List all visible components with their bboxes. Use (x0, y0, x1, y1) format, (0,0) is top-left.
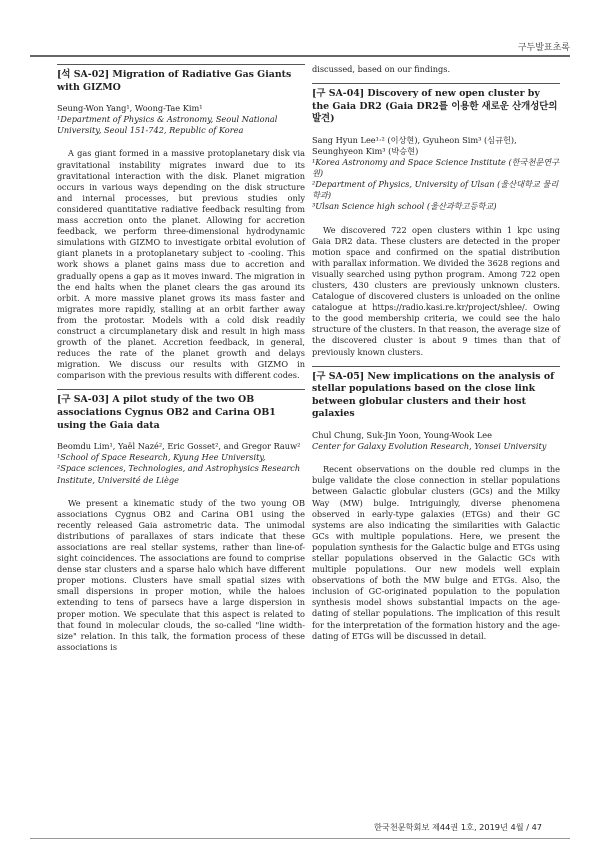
affiliation-sa03-1: ¹School of Space Research, Kyung Hee University, (57, 452, 266, 463)
affiliation-sa02: ¹Department of Physics & Astronomy, Seoul National University, Seoul 151-742, Republic of Korea (57, 114, 278, 136)
running-header: 구두발표초록 (517, 43, 570, 53)
right-column (312, 64, 560, 650)
abstract-body-sa05: Recent observations on the double red clumps in the bulge validate the close connection in stellar populations between Galactic globular clusters (GCs) and the Milky Way (MW) bulge. Intriguingly, diverse phenomena observed in early-type galaxies (ETGs) and their GC systems are also indicating the similarities with Galactic GCs with multiple populations. Here, we present the population synthesis for the Galactic bulge and ETGs using stellar populations observed in the Galactic GCs with multiple populations. Our new models well explain observations of both the MW bulge and ETGs. Also, the inclusion of GC-originated population to the population synthesis model shows substantial impacts on the age-dating of stellar populations. The implication of this result for the interpretation of the formation history and the age-dating of ETGs will be discussed in detail. (312, 464, 560, 641)
abstract-body-sa04: We discovered 722 open clusters within 1 kpc using Gaia DR2 data. These clusters are detected in the proper motion space and confirmed on the spatial distribution with parallax information. We divided the 3628 regions and visually searched using python program. Among 722 open clusters, 430 clusters are previously unknown clusters. Catalogue of discovered clusters is unloaded on the online catalogue at https://radio.kasi.re.kr/project/shlee/. Owing to the good membership criteria, we could see the halo structure of the clusters. In that reason, the average size of the discovered cluster is about 9 times than that of previously known clusters. (312, 224, 560, 357)
affiliation-sa04-1: ¹Korea Astronomy and Space Science Institute (한국천문연구원) (312, 157, 560, 179)
affiliation-sa05: Center for Galaxy Evolution Research, Yonsei University (312, 441, 547, 452)
abstract-title-sa03: [구 SA-03] A pilot study of the two OB associations Cygnus OB2 and Carina OB1 using the Gaia data (57, 389, 305, 432)
left-column (57, 64, 305, 661)
abstract-title-sa05: [구 SA-05] New implications on the analysis of stellar populations based on the close link between globular clusters and their host galaxies (312, 366, 560, 421)
authors-sa05: Chul Chung, Suk-Jin Yoon, Young-Wook Lee (312, 430, 492, 441)
authors-sa03: Beomdu Lim¹, Yaël Nazé², Eric Gosset², and Gregor Rauw² (57, 441, 301, 452)
affiliation-sa04-2: ²Department of Physics, University of Ulsan (울산대학교 물리학과) (312, 179, 559, 201)
page-footer: 한국천문학회보 제44권 1호, 2019년 4월 / 47 (374, 822, 542, 832)
affiliation-sa04-3: ³Ulsan Science high school (울산과학고등학교) (312, 201, 497, 212)
continued-text: discussed, based on our findings. (312, 64, 451, 74)
footer-rule (30, 838, 570, 839)
abstract-title-sa04: [구 SA-04] Discovery of new open cluster by the Gaia DR2 (Gaia DR2를 이용한 새로운 산개성단의 발견) (312, 83, 560, 126)
abstract-body-sa03: We present a kinematic study of the two young OB associations Cygnus OB2 and Carina OB1 using the recently released Gaia astrometric data. The unimodal distributions of parallaxes of stars indicate that these associations are real stellar systems, rather than line-of-sight coincidences. The associations are found to comprise dense star clusters and a sparse halo which have different proper motions. Clusters have small spatial sizes with small dispersions in proper motion, while the haloes extending to tens of parsecs have a large dispersion in proper motion. We speculate that this aspect is related to that found in molecular clouds, the so-called "line width-size" relation. In this talk, the formation process of these associations is (57, 497, 305, 652)
abstract-title-sa02: [석 SA-02] Migration of Radiative Gas Giants with GIZMO (57, 64, 305, 94)
header-rule (30, 55, 570, 57)
authors-sa02: Seung-Won Yang¹, Woong-Tae Kim¹ (57, 103, 203, 114)
authors-sa04: Sang Hyun Lee¹·² (이상현), Gyuheon Sim³ (심규헌), Seunghyeon Kim³ (박승현) (312, 134, 517, 156)
affiliation-sa03-2: ²Space sciences, Technologies, and Astrophysics Research Institute, Université de Liège (57, 463, 301, 485)
abstract-body-sa02: A gas giant formed in a massive protoplanetary disk via gravitational instability migrates inward due to its gravitational interaction with the disk. Planet migration occurs in various ways depending on the disk structure and internal processes, but previous studies only considered quantitative radiative feedback resulting from mass accretion onto the planet. Allowing for accretion feedback, we perform three-dimensional hydrodynamic simulations with GIZMO to investigate orbital evolution of giant planets in a protoplanetary subject to -cooling. This work shows a planet gains mass due to accretion and gradually opens a gap as it moves inward. The migration in the end halts when the planet clears the gas around its orbit. A more massive planet grows its mass faster and migrates more rapidly, stalling at an orbit farther away from the protostar. Models with a cold disk readily construct a circumplanetary disk and result in high mass growth of the planet. Accretion feedback, in general, reduces the rate of the planet growth and delays migration. We discuss our results with GIZMO in comparison with the previous results with different codes. (57, 148, 305, 381)
